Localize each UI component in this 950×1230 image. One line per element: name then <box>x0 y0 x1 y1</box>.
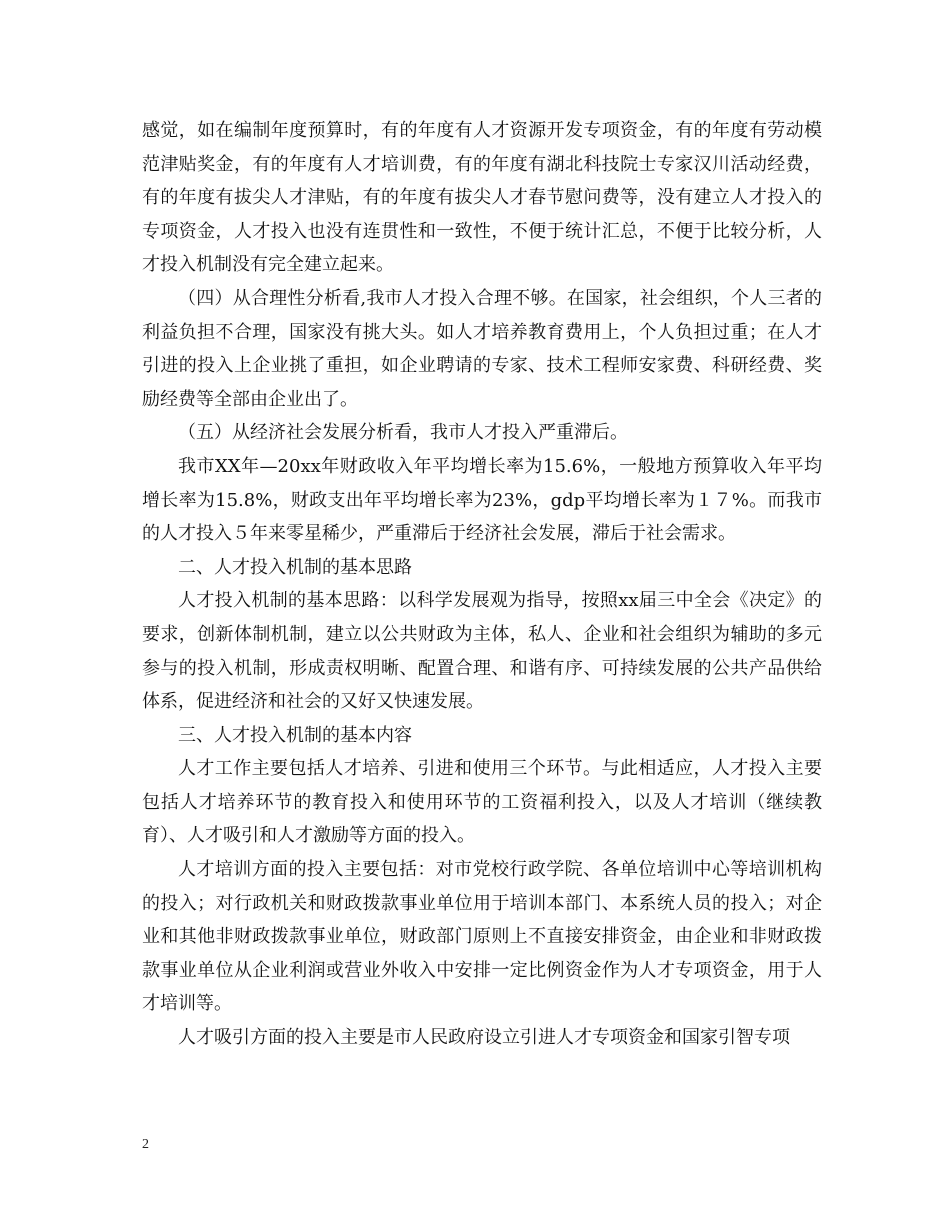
section-heading: 三、人才投入机制的基本内容 <box>178 724 412 746</box>
paragraph: 感觉，如在编制年度预算时，有的年度有人才资源开发专项资金，有的年度有劳动模范津贴奖金，有的年度有人才培训费，有的年度有湖北科技院士专家汉川活动经费，有的年度有拔尖人才津贴，有的年度有拔尖人才春节慰问费等，没有建立人才投入的专项资金，人才投入也没有连贯性和一致性，不便于统计汇总，不便于比较分析，人才投入机制没有完全建立起来。 <box>142 120 822 276</box>
paragraph: 人才培训方面的投入主要包括：对市党校行政学院、各单位培训中心等培训机构的投入；对行政机关和财政拨款事业单位用于培训本部门、本系统人员的投入；对企业和其他非财政拨款事业单位，财政部门原则上不直接安排资金，由企业和非财政拨款事业单位从企业利润或营业外收入中安排一定比例资金作为人才专项资金，用于人才培训等。 <box>142 859 822 1015</box>
paragraph: 我市XX年—20xx年财政收入年平均增长率为15.6%，一般地方预算收入年平均增长率为15.8%，财政支出年平均增长率为23%，gdp平均增长率为１７%。而我市的人才投入５年来零星稀少，严重滞后于经济社会发展，滞后于社会需求。 <box>142 455 822 545</box>
paragraph: 人才工作主要包括人才培养、引进和使用三个环节。与此相适应，人才投入主要包括人才培养环节的教育投入和使用环节的工资福利投入，以及人才培训（继续教育）、人才吸引和人才激励等方面的投入。 <box>142 758 822 847</box>
page-number: 2 <box>142 1137 149 1152</box>
document-body <box>142 114 822 1055</box>
paragraph: 人才投入机制的基本思路：以科学发展观为指导，按照xx届三中全会《决定》的要求，创新体制机制，建立以公共财政为主体，私人、企业和社会组织为辅助的多元参与的投入机制，形成责权明晰、配置合理、和谐有序、可持续发展的公共产品供给体系，促进经济和社会的又好又快速发展。 <box>142 590 822 713</box>
paragraph: （四）从合理性分析看,我市人才投入合理不够。在国家，社会组织，个人三者的利益负担不合理，国家没有挑大头。如人才培养教育费用上，个人负担过重；在人才引进的投入上企业挑了重担，如企业聘请的专家、技术工程师安家费、科研经费、奖励经费等全部由企业出了。 <box>142 287 822 410</box>
section-heading: 二、人才投入机制的基本思路 <box>178 556 412 578</box>
paragraph: （五）从经济社会发展分析看，我市人才投入严重滞后。 <box>178 422 628 444</box>
paragraph: 人才吸引方面的投入主要是市人民政府设立引进人才专项资金和国家引智专项 <box>178 1027 790 1049</box>
